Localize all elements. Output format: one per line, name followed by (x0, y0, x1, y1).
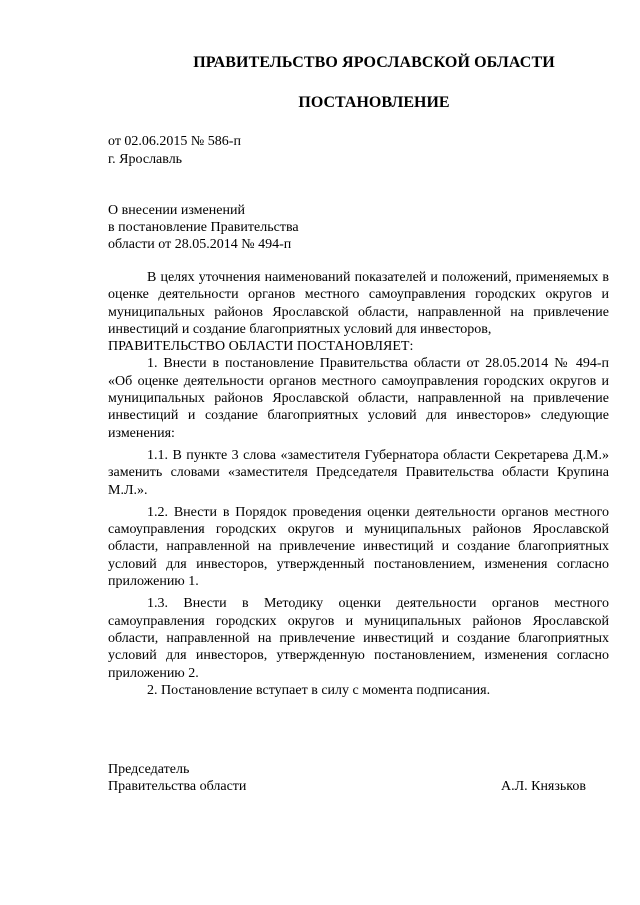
organization-title: ПРАВИТЕЛЬСТВО ЯРОСЛАВСКОЙ ОБЛАСТИ (193, 54, 555, 71)
preamble-paragraph: В целях уточнения наименований показателей и положений, применяемых в оценке деятельности органов местного самоуправления городских округов и муниципальных районов Ярославской области, направленной на привлечение инвестиций и создание благоприятных условий для инвесторов, (108, 270, 609, 337)
document-type-title: ПОСТАНОВЛЕНИЕ (298, 94, 450, 111)
resolves-line: ПРАВИТЕЛЬСТВО ОБЛАСТИ ПОСТАНОВЛЯЕТ: (108, 339, 414, 355)
subject-line-3: области от 28.05.2014 № 494-п (108, 237, 292, 252)
city: г. Ярославль (108, 152, 183, 167)
signer-title-line-1: Председатель (108, 762, 190, 777)
subject-line-1: О внесении изменений (108, 203, 245, 218)
signer-name: А.Л. Князьков (501, 779, 586, 794)
item-1-1-paragraph: 1.1. В пункте 3 слова «заместителя Губернатора области Секретарева Д.М.» заменить словами «заместителя Председателя Правительства области Крупина М.Л.». (108, 447, 609, 498)
document-body (108, 269, 609, 699)
signature-row (108, 778, 586, 795)
item-1-paragraph: 1. Внести в постановление Правительства области от 28.05.2014 № 494-п «Об оценке деятельности органов местного самоуправления городских округов и муниципальных районов Ярославской области, направленной на привлечение инвестиций и создание благоприятных условий для инвесторов» следующие изменения: (108, 356, 609, 441)
item-1-3-paragraph: 1.3. Внести в Методику оценки деятельности органов местного самоуправления городских округов и муниципальных районов Ярославской области, направленной на привлечение инвестиций и создание благоприятных условий для инвесторов, утвержденную постановлением, изменения согласно приложению 2. (108, 596, 609, 681)
document-meta (108, 133, 241, 169)
document-subject (108, 202, 299, 253)
item-1-2-paragraph: 1.2. Внести в Порядок проведения оценки деятельности органов местного самоуправления городских округов и муниципальных районов Ярославской области, направленной на привлечение инвестиций и создание благоприятных условий для инвесторов, утвержденный постановлением, изменения согласно приложению 1. (108, 504, 609, 590)
signature-block (108, 761, 586, 795)
date-number: от 02.06.2015 № 586-п (108, 134, 241, 149)
item-2-paragraph: 2. Постановление вступает в силу с момента подписания. (147, 682, 491, 698)
subject-line-2: в постановление Правительства (108, 220, 299, 235)
signer-title-line-2: Правительства области (108, 779, 247, 794)
